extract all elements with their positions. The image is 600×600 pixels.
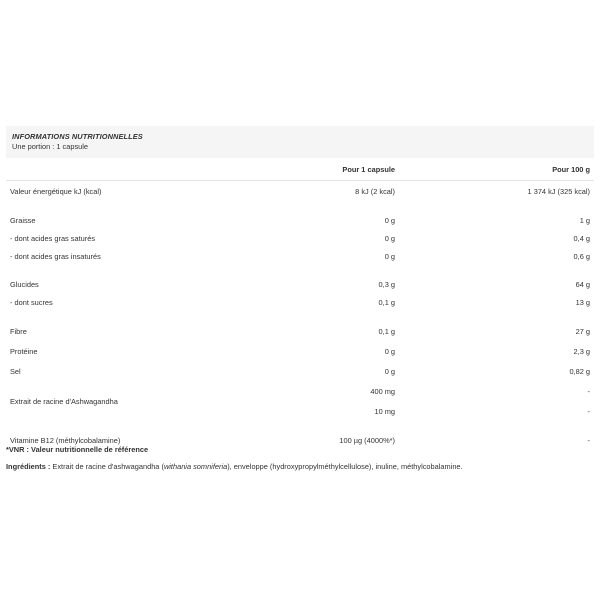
row-100g-unsaturated: 0,6 g [573,251,590,261]
row-label-protein: Protéine [10,346,38,356]
row-100g-ashwagandha-a: - [587,386,590,396]
row-label-fat: Graisse [10,215,36,225]
nutrition-panel [6,126,594,449]
row-label-b12: Vitamine B12 (méthylcobalamine) [10,435,121,445]
ingredients-text [6,462,594,471]
row-100g-ashwagandha-b: - [587,406,590,416]
row-label-unsaturated: - dont acides gras insaturés [10,251,101,261]
row-label-sugars: - dont sucres [10,297,53,307]
row-cap-fat: 0 g [384,215,395,225]
row-100g-fibre: 27 g [575,326,590,336]
column-header-per-100g: Pour 100 g [401,158,594,181]
column-header-per-capsule: Pour 1 capsule [259,158,399,181]
row-100g-protein: 2,3 g [573,346,590,356]
row-cap-ashwagandha-a: 400 mg [370,386,395,396]
row-cap-fibre: 0,1 g [378,326,395,336]
table-row [6,361,594,381]
row-100g-carbs: 64 g [575,279,590,289]
column-header-label [6,158,259,181]
row-cap-carbs: 0,3 g [378,279,395,289]
row-100g-b12: - [587,435,590,445]
row-100g-saturated: 0,4 g [573,233,590,243]
row-label-fibre: Fibre [10,326,27,336]
row-cap-energy: 8 kJ (2 kcal) [355,186,395,196]
row-label-energy: Valeur énergétique kJ (kcal) [10,186,102,196]
table-row [6,181,594,202]
row-cap-unsaturated: 0 g [384,251,395,261]
nutrition-header [6,126,594,158]
ingredients-label: Ingrédients : [6,462,51,471]
portion-subtitle: Une portion : 1 capsule [12,142,89,151]
row-100g-energy: 1 374 kJ (325 kcal) [527,186,590,196]
table-row [6,211,594,229]
table-header-row [6,158,594,181]
vnr-footnote: *VNR : Valeur nutritionnelle de référence [6,445,149,454]
row-cap-saturated: 0 g [384,233,395,243]
nutrition-table [6,158,594,449]
table-row [6,247,594,265]
row-100g-fat: 1 g [579,215,590,225]
row-label-saturated: - dont acides gras saturés [10,233,96,243]
ingredients-part1: Extrait de racine d'ashwagandha ( [50,462,164,471]
table-row [6,321,594,341]
row-cap-salt: 0 g [384,366,395,376]
row-cap-ashwagandha-b: 10 mg [374,406,395,416]
row-label-ashwagandha: Extrait de racine d'Ashwagandha [10,396,118,406]
row-100g-sugars: 13 g [575,297,590,307]
table-row [6,341,594,361]
nutrition-title: INFORMATIONS NUTRITIONNELLES [12,132,143,141]
table-row [6,229,594,247]
row-label-salt: Sel [10,366,21,376]
table-row [6,293,594,311]
ingredients-part2: ), enveloppe (hydroxypropylméthylcellulose), inuline, méthylcobalamine. [227,462,463,471]
ingredients-latin-name: withania somniferia [163,462,228,471]
row-cap-b12: 100 µg (4000%*) [339,435,395,445]
row-cap-sugars: 0,1 g [378,297,395,307]
row-100g-salt: 0,82 g [569,366,590,376]
row-cap-protein: 0 g [384,346,395,356]
table-row [6,275,594,293]
table-row [6,381,594,401]
row-label-carbs: Glucides [10,279,39,289]
